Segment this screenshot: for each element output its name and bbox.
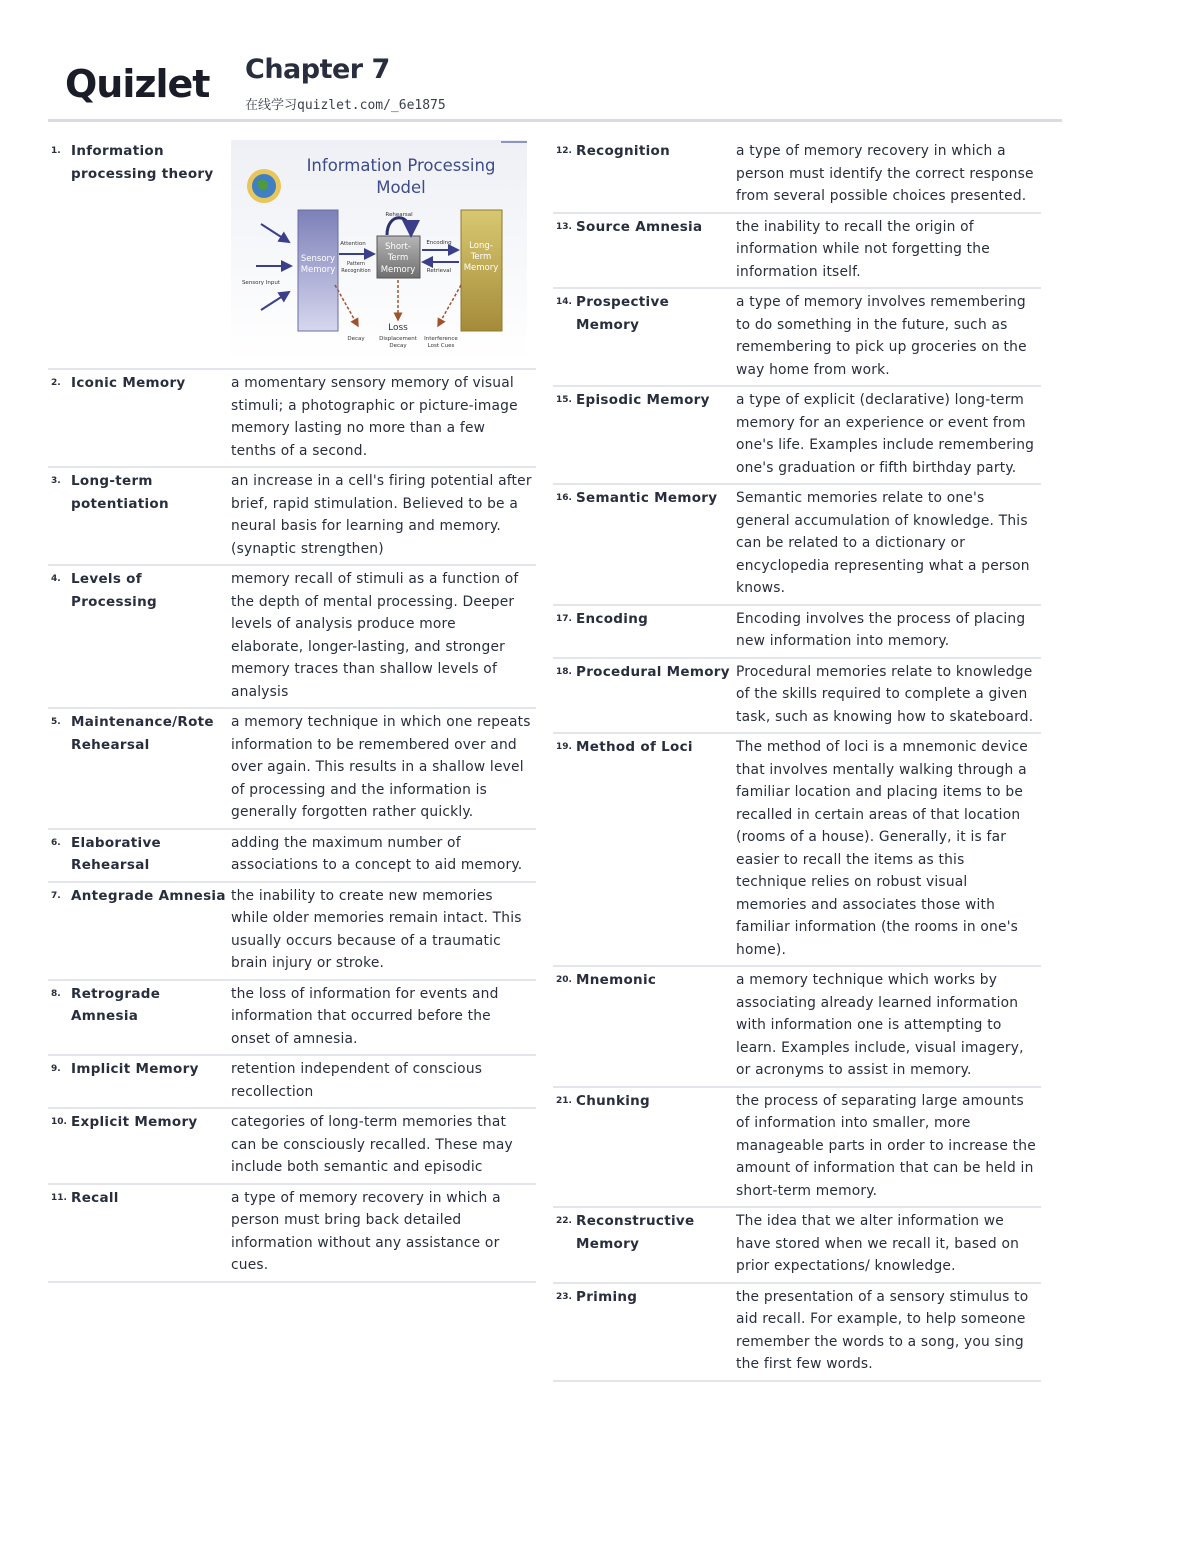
card-number: 15. — [556, 395, 572, 405]
card-row — [48, 830, 536, 883]
card-row — [48, 1109, 536, 1185]
card-row — [553, 289, 1041, 387]
card-term: Antegrade Amnesia — [71, 887, 226, 904]
card-definition: the process of separating large amounts of information into smaller, more manageable parts in order to increase the amount of information that can be held in short-term memory. — [736, 1092, 1036, 1199]
card-row — [48, 566, 536, 709]
card-term: Encoding — [576, 610, 649, 627]
card-term: Method of Loci — [576, 739, 693, 755]
encoding-label: Encoding — [426, 240, 452, 246]
attention-label: Attention — [340, 241, 366, 247]
card-number: 1. — [51, 146, 61, 156]
card-number: 3. — [51, 476, 61, 486]
diagram-svg — [231, 140, 531, 362]
card-number: 23. — [556, 1291, 572, 1302]
quizlet-logo[interactable]: Quizlet — [65, 62, 210, 106]
card-number: 10. — [51, 1117, 67, 1127]
card-definition: the inability to recall the origin of information while not forgetting the information itself. — [736, 218, 990, 280]
card-definition: retention independent of conscious recollection — [231, 1061, 483, 1100]
card-row — [553, 485, 1041, 606]
retrieval-label: Retrieval — [426, 268, 452, 274]
card-row — [553, 1208, 1041, 1284]
sensory-label-1: Sensory — [300, 254, 336, 264]
card-row — [48, 709, 536, 830]
card-row — [48, 981, 536, 1057]
card-number: 16. — [556, 493, 572, 503]
decay-label: Decay — [347, 336, 365, 342]
card-number: 11. — [51, 1192, 67, 1203]
short-label-3: Memory — [380, 265, 416, 275]
info-processing-diagram — [231, 140, 536, 364]
card-row — [553, 967, 1041, 1088]
card-number: 21. — [556, 1095, 572, 1106]
pattern-label-2: Recognition — [341, 268, 371, 274]
short-label-2: Term — [387, 253, 409, 263]
long-label-1: Long- — [469, 241, 493, 251]
long-label-2: Term — [470, 252, 492, 262]
card-term: Mnemonic — [576, 972, 657, 988]
card-definition: The method of loci is a mnemonic device that involves mentally walking through a familiar location and placing items to be recalled in certain areas of that location (rooms of a house). Generally, it is far easier to recall the items as this technique relies on robust visual memories and associates those with familiar information (the rooms in one's home). — [736, 739, 1028, 958]
card-definition: the inability to create new memories while older memories remain intact. This usually occurs because of a traumatic brain injury or stroke. — [231, 887, 522, 971]
card-term: Information processing theory — [71, 143, 214, 182]
card-term: Episodic Memory — [576, 392, 710, 408]
card-row — [48, 1185, 536, 1283]
card-row — [48, 883, 536, 981]
rehearsal-label: Rehearsal — [385, 212, 413, 218]
card-definition: a type of memory recovery in which a person must bring back detailed information without any assistance or cues. — [231, 1189, 501, 1273]
card-row — [553, 1088, 1041, 1209]
displacement-label-2: Decay — [389, 343, 407, 349]
card-term: Recall — [71, 1189, 119, 1206]
page-url[interactable]: 在线学习quizlet.com/_6e1875 — [245, 98, 446, 113]
card-row — [48, 468, 536, 566]
sensory-input-label: Sensory Input — [241, 280, 281, 286]
card-definition: the presentation of a sensory stimulus to aid recall. For example, to help someone remember the words to a song, you sing the first few words. — [736, 1288, 1029, 1372]
card-row — [48, 370, 536, 468]
card-number: 13. — [556, 221, 572, 232]
card-definition: categories of long-term memories that can be consciously recalled. These may include both semantic and episodic — [231, 1114, 513, 1175]
card-row — [553, 606, 1041, 659]
card-term: Long-term potentiation — [71, 473, 169, 512]
left-card-column — [48, 138, 536, 1283]
card-term: Procedural Memory — [576, 663, 730, 680]
card-number: 19. — [556, 742, 572, 752]
card-definition: a memory technique which works by associating already learned information with information one is attempting to learn. Examples include, visual imagery, or acronyms to assist in memory. — [736, 972, 1024, 1078]
page-title: Chapter 7 — [245, 54, 390, 85]
card-term: Implicit Memory — [71, 1061, 199, 1077]
long-label-3: Memory — [463, 263, 499, 273]
card-term: Prospective Memory — [576, 294, 670, 333]
card-row — [48, 138, 536, 370]
card-term: Maintenance/Rote Rehearsal — [71, 714, 214, 753]
diagram-title-line1: Information Processing — [306, 156, 496, 175]
card-term: Iconic Memory — [71, 375, 186, 391]
card-definition: memory recall of stimuli as a function of the depth of mental processing. Deeper levels of analysis produce more elaborate, longer-lasting, and stronger memory traces than shallow levels of analysis — [231, 571, 519, 700]
card-number: 18. — [556, 666, 572, 677]
card-number: 8. — [51, 988, 61, 999]
card-number: 4. — [51, 574, 61, 584]
card-term: Retrograde Amnesia — [71, 985, 161, 1024]
short-label-1: Short- — [385, 242, 411, 252]
interference-label-1: Interference — [424, 336, 458, 342]
pattern-label-1: Pattern — [347, 261, 365, 267]
card-term: Chunking — [576, 1092, 651, 1109]
card-row — [553, 659, 1041, 735]
card-term: Reconstructive Memory — [576, 1213, 695, 1252]
card-term: Source Amnesia — [576, 218, 703, 235]
header-divider — [48, 119, 1062, 122]
card-term: Recognition — [576, 143, 670, 159]
card-number: 9. — [51, 1064, 61, 1074]
card-term: Explicit Memory — [71, 1114, 198, 1130]
card-definition: the loss of information for events and information that occurred before the onset of amnesia. — [231, 985, 499, 1047]
diagram-title-line2: Model — [376, 178, 426, 197]
card-number: 2. — [51, 378, 61, 388]
card-definition: Encoding involves the process of placing new information into memory. — [736, 610, 1026, 649]
card-term: Priming — [576, 1288, 638, 1305]
card-term: Semantic Memory — [576, 490, 718, 506]
card-definition: a type of explicit (declarative) long-term memory for an experience or event from one's life. Examples include remembering one's graduation or fifth birthday party. — [736, 392, 1035, 476]
card-row — [553, 1284, 1041, 1382]
page-header — [65, 50, 1065, 120]
card-definition: an increase in a cell's firing potential after brief, rapid stimulation. Believed to be a neural basis for learning and memory. (synaptic strengthen) — [231, 473, 532, 557]
card-term: Elaborative Rehearsal — [71, 834, 162, 873]
displacement-label-1: Displacement — [379, 336, 417, 342]
card-row — [553, 387, 1041, 485]
card-row — [553, 138, 1041, 214]
card-number: 20. — [556, 975, 572, 985]
card-definition: a type of memory involves remembering to do something in the future, such as remembering to pick up groceries on the way home from work. — [736, 294, 1027, 378]
card-number: 6. — [51, 837, 61, 848]
card-row — [553, 734, 1041, 967]
loss-label: Loss — [388, 323, 408, 333]
card-definition: a momentary sensory memory of visual stimuli; a photographic or picture-image memory lasting no more than a few tenths of a second. — [231, 375, 518, 459]
card-definition: Procedural memories relate to knowledge of the skills required to complete a given task, such as knowing how to skateboard. — [736, 663, 1034, 725]
card-row — [48, 1056, 536, 1109]
card-definition: Semantic memories relate to one's general accumulation of knowledge. This can be related to a dictionary or encyclopedia representing what a person knows. — [736, 490, 1030, 596]
interference-label-2: Lost Cues — [427, 343, 455, 349]
card-number: 5. — [51, 717, 61, 727]
card-definition: a type of memory recovery in which a person must identify the correct response from several possible choices presented. — [736, 143, 1034, 204]
card-definition: The idea that we alter information we have stored when we recall it, based on prior expectations/ knowledge. — [736, 1213, 1020, 1274]
sensory-label-2: Memory — [300, 265, 336, 275]
card-number: 14. — [556, 297, 572, 307]
right-card-column — [553, 138, 1041, 1382]
card-definition: adding the maximum number of associations to a concept to aid memory. — [231, 834, 523, 873]
card-number: 12. — [556, 146, 572, 156]
card-number: 22. — [556, 1216, 572, 1226]
card-number: 17. — [556, 613, 572, 624]
card-term: Levels of Processing — [71, 571, 157, 610]
card-number: 7. — [51, 890, 61, 901]
card-definition: a memory technique in which one repeats information to be remembered over and over again. This results in a shallow level of processing and the information is generally forgotten rather quickly. — [231, 714, 531, 820]
card-row — [553, 214, 1041, 290]
